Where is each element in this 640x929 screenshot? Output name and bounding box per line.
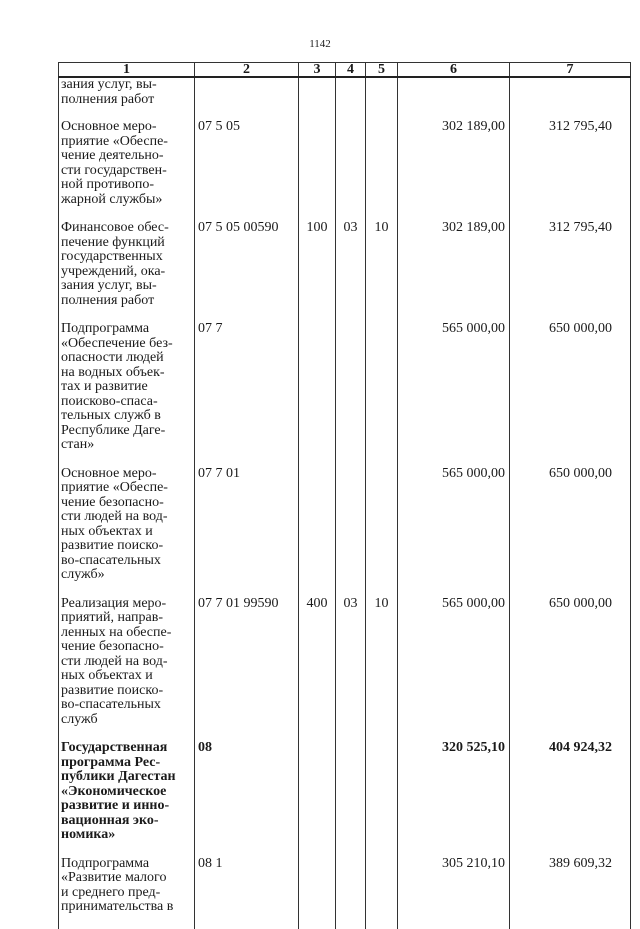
row-col3 — [299, 741, 336, 857]
row-col4 — [336, 77, 366, 120]
table-row — [59, 467, 631, 597]
row-name: Реализация меро- приятий, направ- ленных на обеспе- чение безопасно- сти людей на вод- ных объектах и развитие поиско- во-спасательных служб — [59, 597, 195, 742]
row-name: Основное меро- приятие «Обеспе- чение деятельно- сти государствен- ной противопо- жарной службы» — [59, 120, 195, 221]
row-col4 — [336, 467, 366, 597]
row-col4: 03 — [336, 221, 366, 322]
row-col4: 03 — [336, 597, 366, 742]
row-col3: 400 — [299, 597, 336, 742]
row-col5 — [366, 467, 398, 597]
table-row — [59, 77, 631, 120]
row-amount-6 — [398, 77, 510, 120]
row-col5 — [366, 857, 398, 929]
column-header: 2 — [195, 63, 299, 78]
row-code — [195, 77, 299, 120]
row-code: 07 7 01 99590 — [195, 597, 299, 742]
row-amount-6: 565 000,00 — [398, 467, 510, 597]
column-header: 7 — [510, 63, 631, 78]
row-amount-7: 312 795,40 — [510, 221, 631, 322]
row-col5 — [366, 120, 398, 221]
row-col5: 10 — [366, 221, 398, 322]
row-amount-6: 320 525,10 — [398, 741, 510, 857]
page-number: 1142 — [309, 38, 331, 50]
row-code: 07 5 05 00590 — [195, 221, 299, 322]
row-col4 — [336, 322, 366, 467]
table-row — [59, 857, 631, 929]
row-name: Подпрограмма «Обеспечение без- опасности людей на водных объек- тах и развитие поисково-спаса- тельных служб в Республике Даге- стан» — [59, 322, 195, 467]
table-row — [59, 741, 631, 857]
row-col5 — [366, 322, 398, 467]
row-name: Финансовое обес- печение функций государственных учреждений, ока- зания услуг, вы- полнения работ — [59, 221, 195, 322]
column-header: 4 — [336, 63, 366, 78]
row-name: зания услуг, вы- полнения работ — [59, 77, 195, 120]
row-amount-7: 312 795,40 — [510, 120, 631, 221]
table-row — [59, 322, 631, 467]
row-code: 08 — [195, 741, 299, 857]
row-col3 — [299, 322, 336, 467]
column-header: 1 — [59, 63, 195, 78]
row-amount-7: 650 000,00 — [510, 597, 631, 742]
table-row — [59, 597, 631, 742]
table-header-row — [59, 63, 631, 78]
row-col3 — [299, 857, 336, 929]
row-name: Государственная программа Рес- публики Дагестан «Экономическое развитие и инно- вационная эко- номика» — [59, 741, 195, 857]
table-row — [59, 221, 631, 322]
row-col3 — [299, 120, 336, 221]
row-amount-7: 650 000,00 — [510, 467, 631, 597]
column-header: 3 — [299, 63, 336, 78]
row-col4 — [336, 741, 366, 857]
column-header: 6 — [398, 63, 510, 78]
row-code: 07 5 05 — [195, 120, 299, 221]
row-col5: 10 — [366, 597, 398, 742]
table-row — [59, 120, 631, 221]
row-col3: 100 — [299, 221, 336, 322]
row-amount-7: 404 924,32 — [510, 741, 631, 857]
row-col3 — [299, 77, 336, 120]
row-code: 07 7 — [195, 322, 299, 467]
row-code: 08 1 — [195, 857, 299, 929]
row-col5 — [366, 741, 398, 857]
row-amount-6: 305 210,10 — [398, 857, 510, 929]
row-amount-6: 302 189,00 — [398, 221, 510, 322]
row-code: 07 7 01 — [195, 467, 299, 597]
row-name: Основное меро- приятие «Обеспе- чение безопасно- сти людей на вод- ных объектах и развитие поиско- во-спасательных служб» — [59, 467, 195, 597]
row-name: Подпрограмма «Развитие малого и среднего пред- принимательства в — [59, 857, 195, 929]
row-col5 — [366, 77, 398, 120]
row-amount-7 — [510, 77, 631, 120]
row-amount-6: 302 189,00 — [398, 120, 510, 221]
row-amount-6: 565 000,00 — [398, 597, 510, 742]
row-col3 — [299, 467, 336, 597]
column-header: 5 — [366, 63, 398, 78]
row-amount-6: 565 000,00 — [398, 322, 510, 467]
row-amount-7: 389 609,32 — [510, 857, 631, 929]
row-amount-7: 650 000,00 — [510, 322, 631, 467]
row-col4 — [336, 120, 366, 221]
row-col4 — [336, 857, 366, 929]
budget-table — [58, 62, 631, 929]
